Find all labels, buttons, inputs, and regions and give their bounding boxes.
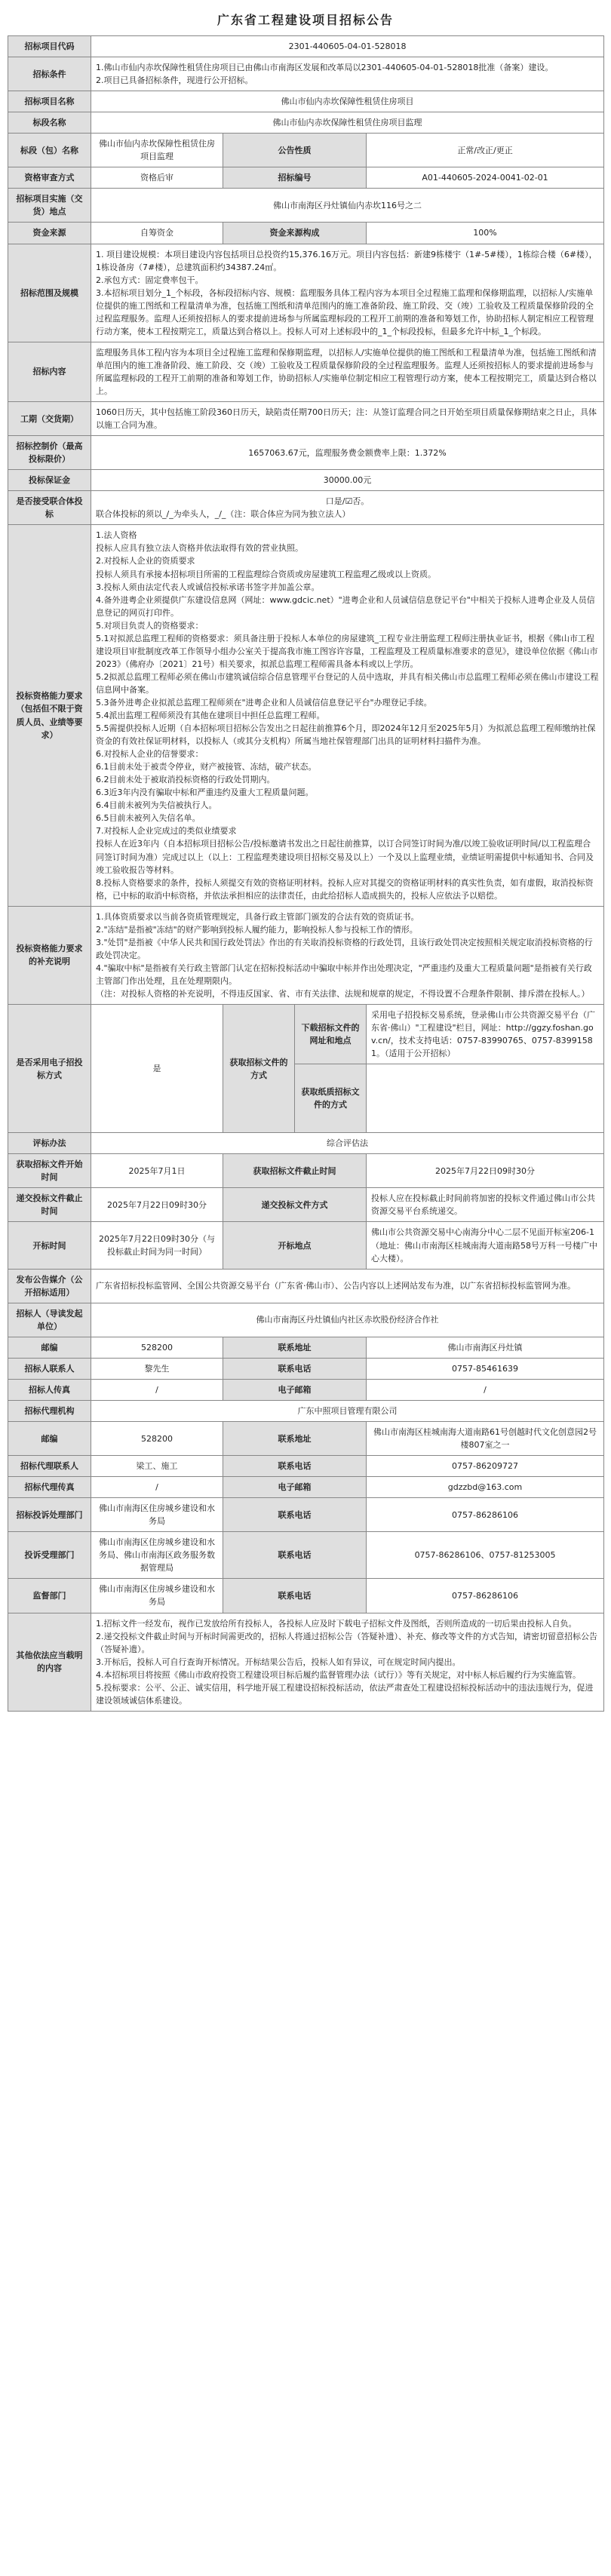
tenderer-post-label: 邮编 [8,1337,91,1358]
other-line: 5.投标要求：公平、公正、诚实信用，科学地开展工程建设招标投标活动，依法严肃查处工程建设招标投标活动中的违法违规行为，促进建设领域诚信体系建设。 [96,1682,594,1706]
consortium-option: 口是/☑否。 [325,496,370,507]
row-consortium [8,491,604,525]
tenderer-addr-value: 佛山市南海区丹灶镇 [367,1337,604,1358]
project-name-value: 佛山市仙内赤坎保障性租赁住房项目 [91,91,604,112]
tenderer-tel-value: 0757-85461639 [367,1358,604,1379]
bid-method-label: 递交投标文件方式 [223,1188,367,1222]
tender-no-value: A01-440605-2024-0041-02-01 [367,167,604,189]
tenderer-fax-label: 招标人传真 [8,1379,91,1400]
other-label: 其他依法应当载明的内容 [8,1613,91,1711]
monitor-tel-value: 0757-86286106 [367,1579,604,1613]
funding-value: 自筹资金 [91,223,223,244]
notice-page [8,0,603,1712]
qualification-line: 5.4派出监理工程师须没有其他在建项目中担任总监理工程师。 [96,711,325,721]
row-bid-deadline [8,1188,604,1222]
scope-line: 2.承包方式：固定费率包干。 [96,275,204,285]
other-value [91,1613,604,1711]
agency-post-label: 邮编 [8,1421,91,1455]
electronic-value: 是 [91,1005,223,1133]
qualification-line: 6.4目前未被列为失信被执行人。 [96,800,217,811]
other-line: 4.本招标项目将按照《佛山市政府投资工程建设项目标后履约监督管理办法（试行）》等有关规定，对中标人标后履约行为实施监管。 [96,1669,581,1680]
conditions-line: 1.佛山市仙内赤坎保障性租赁住房项目已由佛山市南海区发展和改革局以2301-440605-04-01-528018批准（备案）建设。 [96,63,554,73]
conditions-label: 招标条件 [8,57,91,91]
row-deposit [8,470,604,491]
content-label: 招标内容 [8,342,91,401]
agency-mail-value: gdzzbd@163.com [367,1477,604,1498]
row-get-time [8,1154,604,1188]
conditions-line: 2.项目已具备招标条件，现进行公开招标。 [96,75,253,86]
row-tenderer-fax [8,1379,604,1400]
paper-doc-value [367,1064,604,1133]
row-content [8,342,604,401]
row-other [8,1613,604,1711]
get-start-value: 2025年7月1日 [91,1154,223,1188]
bid-deadline-label: 递交投标文件截止时间 [8,1188,91,1222]
row-tenderer [8,1303,604,1337]
complaint-value: 佛山市南海区住房城乡建设和水务局、佛山市南海区政务服务数据管理局 [91,1532,223,1579]
agency-post-value: 528200 [91,1421,223,1455]
tender-no-label: 招标编号 [223,167,367,189]
tenderer-tel-label: 联系电话 [223,1358,367,1379]
section-name-value: 佛山市仙内赤坎保障性租赁住房项目监理 [91,112,604,134]
tenderer-contact-value: 黎先生 [91,1358,223,1379]
row-tenderer-contact [8,1358,604,1379]
complaint-tel-value: 0757-86286106、0757-81253005 [367,1532,604,1579]
open-place-value: 佛山市公共资源交易中心南海分中心二层不见面开标室206-1（地址：佛山市南海区桂城南海大道南路58号万科一号楼广中心大楼）。 [367,1222,604,1269]
scope-line: 1. 项目建设规模：本项目建设内容包括项目总投资约15,376.16万元。项目内容包括：新建9栋楼宇（1#-5#楼），1栋综合楼（6#楼），1栋设备房（7#楼），总建筑面积约34387.24㎡。 [96,249,597,272]
location-value: 佛山市南海区丹灶镇仙内赤坎116号之二 [91,189,604,223]
other-req-label: 投标资格能力要求的补充说明 [8,906,91,1004]
section-label: 标段（包）名称 [8,134,91,167]
tenderer-contact-label: 招标人联系人 [8,1358,91,1379]
funding-ratio-label: 资金来源构成 [223,223,367,244]
get-start-label: 获取招标文件开始时间 [8,1154,91,1188]
row-complaint [8,1532,604,1579]
row-agency-post [8,1421,604,1455]
tenderer-mail-value: / [367,1379,604,1400]
row-period [8,402,604,436]
row-agency-fax [8,1477,604,1498]
monitor-label: 监督部门 [8,1579,91,1613]
row-supervisor [8,1498,604,1532]
media-value: 广东省招标投标监管网、全国公共资源交易平台（广东省·佛山市）、公告内容以上述网站发布为准，以广东省招标投标监管网为准。 [91,1269,604,1303]
page-title: 广东省工程建设项目招标公告 [216,13,394,27]
row-media [8,1269,604,1303]
other-line: 3.开标后，投标人可自行查询开标情况。开标结果公告后，投标人如有异议，可在规定时间内提出。 [96,1656,461,1667]
review-label: 资格审查方式 [8,167,91,189]
download-label: 下载招标文件的网址和地点 [295,1005,367,1064]
row-conditions [8,57,604,91]
publication-value: 正常/改正/更正 [367,134,604,167]
row-evaluation [8,1133,604,1154]
qualification-line: 5.3备外进粤企业拟派总监理工程师须在"进粤企业和人员诚信信息登记平台"办理登记手续。 [96,697,432,708]
qualification-line: 3.投标人须由法定代表人或诚信投标承诺书签字并加盖公章。 [96,582,320,592]
qualification-line: 5.5需提供投标人近期（自本招标项目招标公告发出之日起往前推算6个月，即2024年12月至2025年5月）为拟派总监理工程师缴纳社保资金的有效社保证明材料，以投标人（或其分支机构）所属当地社保管理部门出具的证明材料扫描件为准。 [96,723,596,747]
qualification-line: 6.2目前未处于被取消投标资格的行政处罚期内。 [96,775,275,785]
open-time-value: 2025年7月22日09时30分（与投标截止时间为同一时间） [91,1222,223,1269]
supervisor-tel-label: 联系电话 [223,1498,367,1532]
other-req-value [91,906,604,1004]
period-label: 工期（交货期） [8,402,91,436]
row-monitor [8,1579,604,1613]
qualification-line: 投标人应具有独立法人资格并依法取得有效的营业执照。 [96,543,303,554]
qualification-value [91,525,604,906]
row-agency-contact [8,1456,604,1477]
evaluation-label: 评标办法 [8,1133,91,1154]
qualification-line: 2.对投标人企业的资质要求 [96,556,195,566]
deposit-label: 投标保证金 [8,470,91,491]
consortium-note: 联合体投标的须以_/_为牵头人，_/_（注：联合体应为同为独立法人） [96,509,351,520]
row-section-name [8,112,604,134]
agency-contact-label: 招标代理联系人 [8,1456,91,1477]
agency-addr-label: 联系地址 [223,1421,367,1455]
qualification-line: 投标人须具有承接本招标项目所需的工程监理综合资质或房屋建筑工程监理乙级或以上资质。 [96,569,436,579]
tenderer-value: 佛山市南海区丹灶镇仙内社区赤坎股份经济合作社 [91,1303,604,1337]
complaint-label: 投诉受理部门 [8,1532,91,1579]
other-req-line: 3."处罚"是指被《中华人民共和国行政处罚法》作出的有关取消投标资格的行政处罚，且该行政处罚决定按照相关规定取消投标资格的行政处罚决定。 [96,937,593,960]
qualification-line: 6.1目前未处于被责令停业，财产被接管、冻结，破产状态。 [96,762,317,772]
tenderer-addr-label: 联系地址 [223,1337,367,1358]
location-label: 招标项目实施（交货）地点 [8,189,91,223]
tenderer-label: 招标人（导读发起单位） [8,1303,91,1337]
qualification-line: 投标人在近3年内（自本招标项目招标公告/投标邀请书发出之日起往前推算，以订合同签订时间为准/以竣工验收证明时间/以工程监理合同签订时间为准）完成过以上（以上：工程监理类建设项目招标交易及以上）一个及以上监理业绩，业绩证明需提供中标通知书、合同及竣工验收报告等材料。 [96,839,594,875]
qualification-line: 8.投标人资格要求的条件，投标人须提交有效的资格证明材料。投标人应对其提交的资格证明材料的真实性负责，如有虚假，取消投标资格，已中标的取消中标资格，并依法承担相应的法律责任，由此给招标人造成损失的，投标人应依法予以赔偿。 [96,877,594,901]
project-code-value: 2301-440605-04-01-528018 [91,36,604,57]
qualification-line: 5.2拟派总监理工程师必须在佛山市建筑诚信综合信息管理平台登记的人员中选取，并具有相关佛山市总监理工程师必须在佛山市建设工程信息网中备案。 [96,671,599,695]
row-project-name [8,91,604,112]
other-req-line: 1.具体资质要求以当前各资质管理规定，具备行政主管部门颁发的合法有效的资质证书。 [96,911,419,922]
row-agency [8,1400,604,1421]
row-tenderer-post [8,1337,604,1358]
bid-deadline-value: 2025年7月22日09时30分 [91,1188,223,1222]
content-value: 监理服务具体工程内容为本项目全过程施工监理和保修期监理，以招标人/实施单位提供的施工图纸和工程量清单为准，包括施工图纸和清单范围内的施工准备阶段、施工阶段、交（竣）工验收及工程质量保修阶段的全过程监理服务。监理人还须按招标人的要求提前进场参与所属监理标段的工程开工前期的准备和筹划工作，协助招标人/实施单位制定相应工程管理行动方案，使本工程按期完工，质量达到合格以上。 [91,342,604,401]
row-electronic-1 [8,1005,604,1064]
row-other-requirements [8,906,604,1004]
get-doc-way-label: 获取招标文件的方式 [223,1005,295,1133]
period-value: 1060日历天，其中包括施工阶段360日历天，缺陷责任期700日历天；注：从签订监理合同之日开始至项目质量保修期结束之日止，具体以施工合同为准。 [91,402,604,436]
monitor-tel-label: 联系电话 [223,1579,367,1613]
qualification-line: 6.5目前未被列入失信名单。 [96,813,201,824]
funding-label: 资金来源 [8,223,91,244]
qualification-line: 6.3近3年内没有骗取中标和严重违约及重大工程质量问题。 [96,788,314,798]
consortium-value [91,491,604,525]
row-funding [8,223,604,244]
review-value: 资格后审 [91,167,223,189]
complaint-tel-label: 联系电话 [223,1532,367,1579]
price-value: 1657063.67元，监理服务费金额费率上限：1.372% [91,436,604,470]
other-req-line: 4."骗取中标"是指被有关行政主管部门认定在招标投标活动中骗取中标并作出处理决定，"严重违约及重大工程质量问题"是指被有关行政主管部门作出处理，且在处理期限内。 [96,963,592,986]
supervisor-label: 招标投诉处理部门 [8,1498,91,1532]
row-scope [8,244,604,342]
agency-addr-value: 佛山市南海区桂城南海大道南路61号创越时代文化创意园2号楼807室之一 [367,1421,604,1455]
section-value: 佛山市仙内赤坎保障性租赁住房项目监理 [91,134,223,167]
media-label: 发布公告媒介（公开招标适用） [8,1269,91,1303]
get-end-value: 2025年7月22日09时30分 [367,1154,604,1188]
row-review [8,167,604,189]
row-project-code [8,36,604,57]
qualification-line: 6.对投标人企业的信誉要求： [96,749,204,760]
qualification-line: 5.对项目负责人的资格要求： [96,620,204,631]
open-place-label: 开标地点 [223,1222,367,1269]
row-qualification [8,525,604,906]
bid-method-value: 投标人应在投标截止时间前将加密的投标文件通过佛山市公共资源交易平台系统递交。 [367,1188,604,1222]
qualification-label: 投标资格能力要求（包括但不限于资质人员、业绩等要求） [8,525,91,906]
agency-tel-value: 0757-86209727 [367,1456,604,1477]
tenderer-mail-label: 电子邮箱 [223,1379,367,1400]
agency-label: 招标代理机构 [8,1400,91,1421]
consortium-label: 是否接受联合体投标 [8,491,91,525]
row-location [8,189,604,223]
other-line: 2.递交投标文件截止时间与开标时间需更改的，招标人将通过招标公告（答疑补遗）、补充、修改等文件的方式告知，请密切留意招标公告（答疑补遗）。 [96,1631,597,1654]
conditions-value [91,57,604,91]
section-name-label: 标段名称 [8,112,91,134]
notice-table [8,35,604,1712]
qualification-line: 4.备外进粤企业须提供广东建设信息网（网址：www.gdcic.net）"进粤企业和人员诚信信息登记平台"中相关于投标人进粤企业及人员信息登记的网页打印件。 [96,594,595,618]
supervisor-value: 佛山市南海区住房城乡建设和水务局 [91,1498,223,1532]
other-req-line: 2."冻结"是指被"冻结"的财产影响到投标人履约能力，影响投标人参与投标工作的情形。 [96,924,418,935]
deposit-value: 30000.00元 [91,470,604,491]
scope-value [91,244,604,342]
get-end-label: 获取招标文件截止时间 [223,1154,367,1188]
agency-fax-label: 招标代理传真 [8,1477,91,1498]
monitor-value: 佛山市南海区住房城乡建设和水务局 [91,1579,223,1613]
scope-label: 招标范围及规模 [8,244,91,342]
other-line: 1.招标文件一经发布，视作已发放给所有投标人，各投标人应及时下载电子招标文件及图纸，否则所造成的一切后果由投标人自负。 [96,1618,577,1629]
tenderer-fax-value: / [91,1379,223,1400]
funding-ratio-value: 100% [367,223,604,244]
agency-fax-value: / [91,1477,223,1498]
other-req-line: （注：对投标人资格的补充说明，不得违反国家、省、市有关法律、法规和规章的规定，不得设置不合理条件限制、排斥潜在投标人。） [96,989,590,999]
row-section [8,134,604,167]
agency-contact-value: 梁工、施工 [91,1456,223,1477]
paper-doc-label: 获取纸质招标文件的方式 [295,1064,367,1133]
download-value: 采用电子招投标交易系统，登录佛山市公共资源交易平台（广东省·佛山）"工程建设"栏目，网址：http://ggzy.foshan.gov.cn/，技术支持电话：0757-83990765、0757-83991581。（适用于公开招标） [367,1005,604,1064]
open-time-label: 开标时间 [8,1222,91,1269]
agency-tel-label: 联系电话 [223,1456,367,1477]
tenderer-post-value: 528200 [91,1337,223,1358]
electronic-label: 是否采用电子招投标方式 [8,1005,91,1133]
project-code-label: 招标项目代码 [8,36,91,57]
qualification-line: 7.对投标人企业完成过的类似业绩要求 [96,826,237,837]
price-label: 招标控制价（最高投标限价） [8,436,91,470]
project-name-label: 招标项目名称 [8,91,91,112]
supervisor-tel-value: 0757-86286106 [367,1498,604,1532]
agency-mail-label: 电子邮箱 [223,1477,367,1498]
row-open-time [8,1222,604,1269]
row-price [8,436,604,470]
agency-value: 广东中照项目管理有限公司 [91,1400,604,1421]
qualification-line: 1.法人资格 [96,530,137,541]
publication-label: 公告性质 [223,134,367,167]
scope-line: 3.本招标项目划分_1_个标段，各标段招标内容、规模：监理服务具体工程内容为本项目全过程施工监理和保修期监理，以招标人/实施单位提供的施工图纸和工程量清单为准，包括施工图纸和清单范围内的施工准备阶段、施工阶段、交（竣）工验收及工程质量保修阶段的全过程监理服务。监理人还须按招标人的要求提前进场参与所属监理标段的工程开工前期的准备和筹划工作，协助招标人制定相应工程管理行动方案，使本工程按期完工，质量达到合格以上。投标人可对上述标段中的_1_个标段投标，但最多允许中标_1_个标段。 [96,287,594,336]
qualification-line: 5.1对拟派总监理工程师的资格要求：须具备注册于投标人本单位的房屋建筑_工程专业注册监理工程师注册执业证书，根据《佛山市工程建设项目审批制度改革工作领导小组办公室关于提高我市施工图容许容量，工程监理及工程质量标准要求的意见》，建设单位依据《佛山市2023》（佛府办〔2021〕21号）相关要求，拟派总监理工程师需具备本科或以上学历。 [96,633,598,669]
evaluation-value: 综合评估法 [91,1133,604,1154]
